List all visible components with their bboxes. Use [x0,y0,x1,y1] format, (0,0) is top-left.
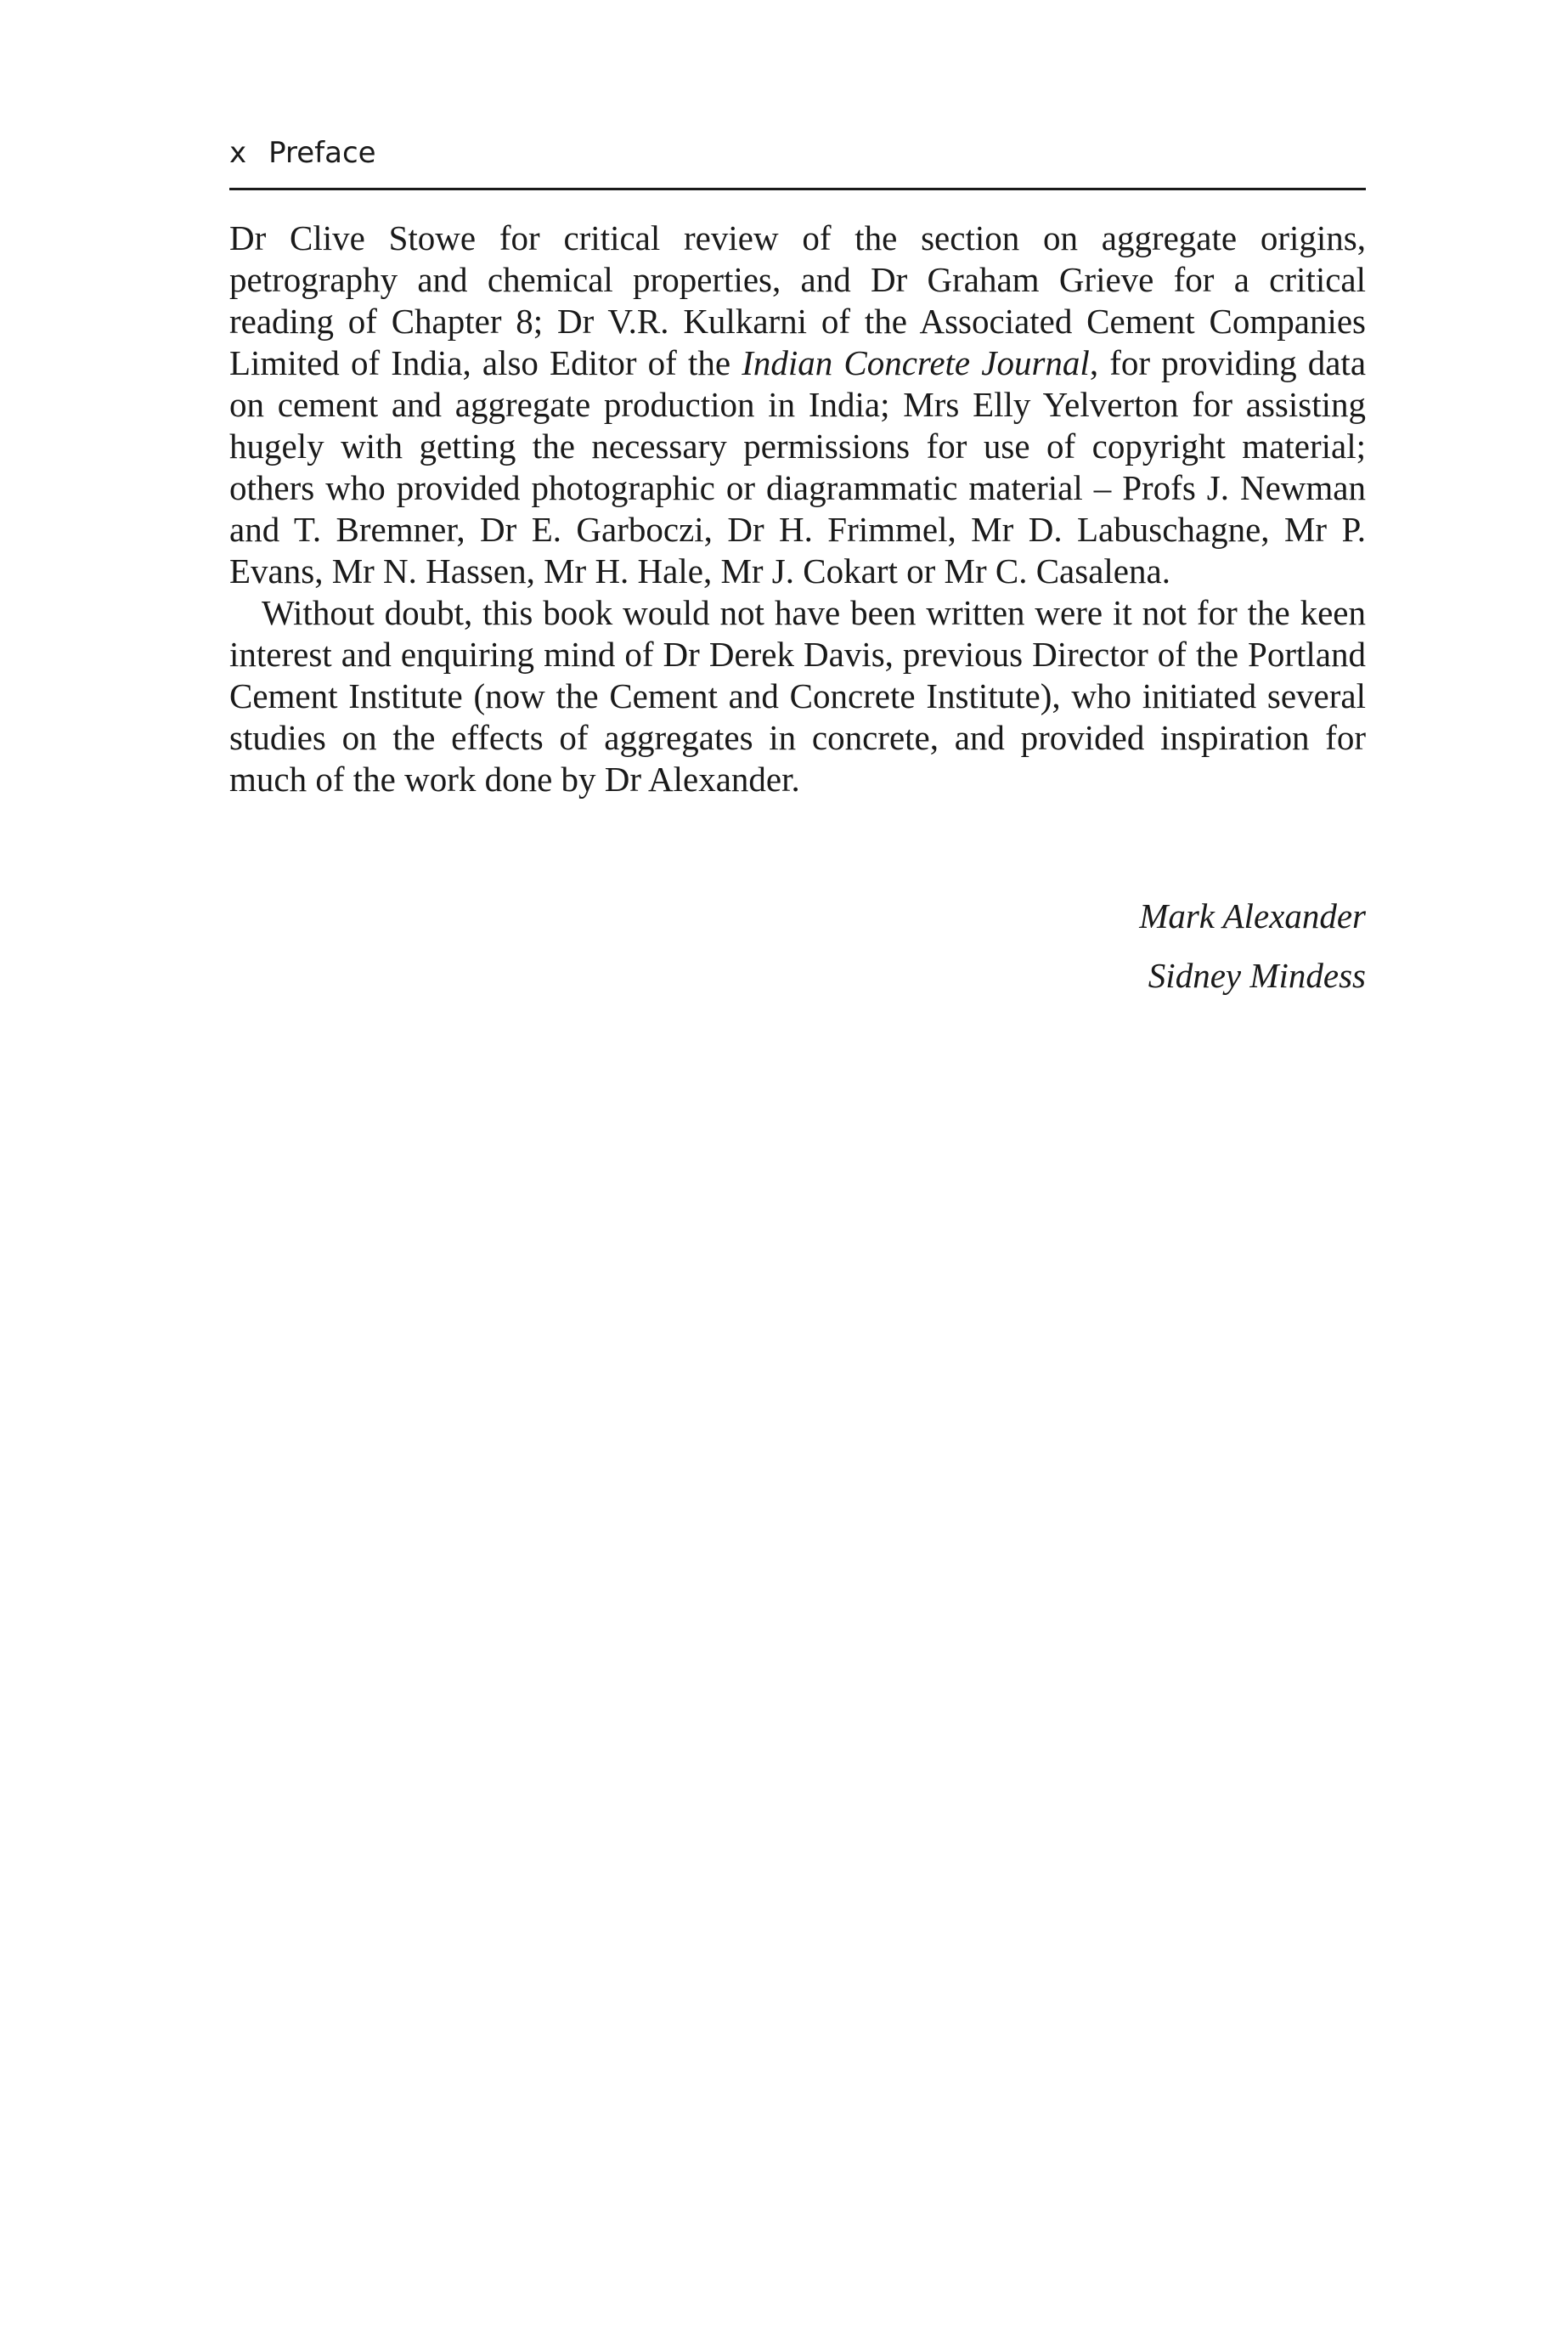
header-rule [229,188,1366,190]
paragraph-dedication: Without doubt, this book would not have been written were it not for the keen interest and enquiring mind of Dr Derek Davis, previous Director of the Portland Cement Institute (now the Cement and Concrete Institute), who initiated several studies on the effects of aggregates in concrete, and provided inspiration for much of the work done by Dr Alexander. [229,593,1366,799]
page-number: x [229,136,247,170]
signatures [229,886,1366,1005]
section-title: Preface [268,136,376,170]
running-head [229,136,1366,170]
paragraph-text: , for providing data on cement and aggregate production in India; Mrs Elly Yelverton for assisting hugely with getting the necessary permissions for use of copyright material; others who provided photographic or diagrammatic material – Profs J. Newman and T. Bremner, Dr E. Garboczi, Dr H. Frimmel, Mr D. Labuschagne, Mr P. Evans, Mr N. Hassen, Mr H. Hale, Mr J. Cokart or Mr C. Casalena. [229,343,1367,591]
body-text [229,218,1366,800]
journal-title: Indian Concrete Journal [742,343,1090,382]
paragraph-text: Dr Clive Stowe for critical review of the section on aggregate origins, petrography and chemical properties, and Dr Graham Grieve for a critical reading of Chapter 8; Dr V.R. Kulkarni of the Associated Cement Companies Limited of India, also Editor of the [229,218,1366,382]
paragraph-acknowledgements [229,218,1366,592]
author-signature: Mark Alexander [1139,896,1366,935]
author-signature: Sidney Mindess [1148,956,1366,995]
